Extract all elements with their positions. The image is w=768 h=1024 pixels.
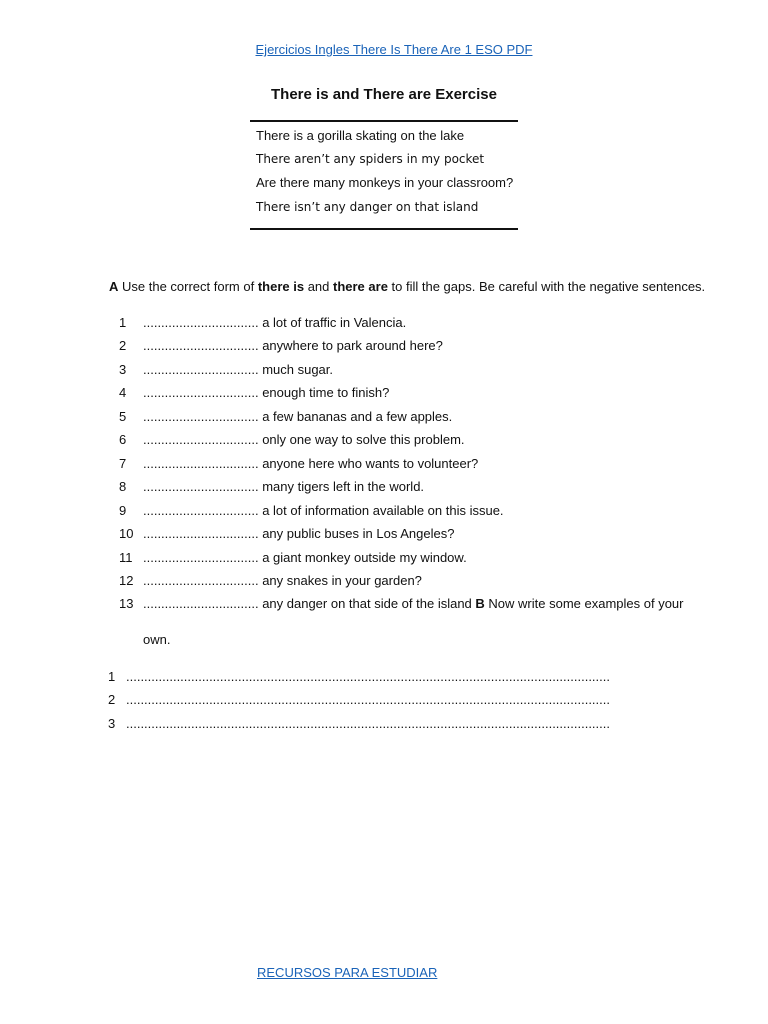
fill-in-blank[interactable]: ................................ [143,573,259,588]
write-line[interactable]: ...................................................................................................................................... [126,669,610,684]
question-sentence: a lot of information available on this issue. [258,503,504,518]
instruction-text: to fill the gaps. Be careful with the negative sentences. [387,279,706,294]
question-number: 2 [119,338,127,353]
question-text [143,362,333,377]
fill-in-blank[interactable]: ................................ [143,338,259,353]
question-number: 6 [119,432,127,447]
question-text [143,503,504,518]
instruction-keyword: there is [257,279,305,294]
question-sentence: only one way to solve this problem. [258,432,465,447]
question-sentence: a giant monkey outside my window. [258,550,467,565]
question-text [143,573,422,588]
question-sentence: a few bananas and a few apples. [258,409,453,424]
fill-in-blank[interactable]: ................................ [143,432,259,447]
write-line[interactable]: ...................................................................................................................................... [126,692,610,707]
question-sentence: any snakes in your garden? [258,573,422,588]
question-text [143,432,465,447]
question-number: 11 [119,550,133,565]
write-line[interactable]: ...................................................................................................................................... [126,716,610,731]
instruction-text: and [304,279,333,294]
question-sentence: anyone here who wants to volunteer? [258,456,479,471]
question-number: 1 [119,315,127,330]
question-number: 4 [119,385,127,400]
example-sentence: Are there many monkeys in your classroom? [256,175,514,190]
question-number: 8 [119,479,127,494]
question-number: 9 [119,503,127,518]
fill-in-blank[interactable]: ................................ [143,550,259,565]
question-number: 5 [119,409,127,424]
fill-in-blank[interactable]: ................................ [143,503,259,518]
example-sentence: There aren’t any spiders in my pocket [256,152,485,166]
question-sentence: any public buses in Los Angeles? [258,526,455,541]
instruction-text: Use the correct form of [118,279,258,294]
question-sentence: many tigers left in the world. [258,479,425,494]
question-text [143,315,406,330]
question-number: 3 [119,362,127,377]
question-text [143,596,683,611]
question-text [143,479,424,494]
fill-in-blank[interactable]: ................................ [143,596,259,611]
question-number: 12 [119,573,134,588]
study-resources-link[interactable]: RECURSOS PARA ESTUDIAR [257,965,438,980]
question-text [143,385,389,400]
question-sentence: any danger on that side of the island [258,596,476,611]
question-sentence: much sugar. [258,362,334,377]
fill-in-blank[interactable]: ................................ [143,479,259,494]
question-number: 13 [119,596,134,611]
example-sentences-box [250,120,518,230]
question-sentence: anywhere to park around here? [258,338,443,353]
fill-in-blank[interactable]: ................................ [143,385,259,400]
worksheet-title-link[interactable]: Ejercicios Ingles There Is There Are 1 ESO PDF [255,42,533,57]
section-a-instruction [109,279,749,294]
page-title: There is and There are Exercise [271,86,497,103]
question-text [143,456,478,471]
fill-in-blank[interactable]: ................................ [143,456,259,471]
write-line-number: 1 [108,669,116,684]
question-text [143,338,443,353]
question-number: 7 [119,456,127,471]
fill-in-blank[interactable]: ................................ [143,526,259,541]
write-line-number: 2 [108,692,116,707]
question-text [143,409,452,424]
section-b-instruction-continuation: own. [143,632,171,647]
example-sentence: There is a gorilla skating on the lake [256,128,465,143]
fill-in-blank[interactable]: ................................ [143,409,259,424]
question-text [143,526,454,541]
question-sentence: a lot of traffic in Valencia. [258,315,407,330]
question-number: 10 [119,526,134,541]
fill-in-blank[interactable]: ................................ [143,315,259,330]
question-text [143,550,467,565]
section-b-letter: B [475,596,485,611]
section-b-instruction: Now write some examples of your [484,596,684,611]
example-sentence: There isn’t any danger on that island [256,200,479,214]
instruction-keyword: there are [333,279,388,294]
write-line-number: 3 [108,716,116,731]
section-a-letter: A [109,279,119,294]
question-sentence: enough time to finish? [258,385,390,400]
fill-in-blank[interactable]: ................................ [143,362,259,377]
